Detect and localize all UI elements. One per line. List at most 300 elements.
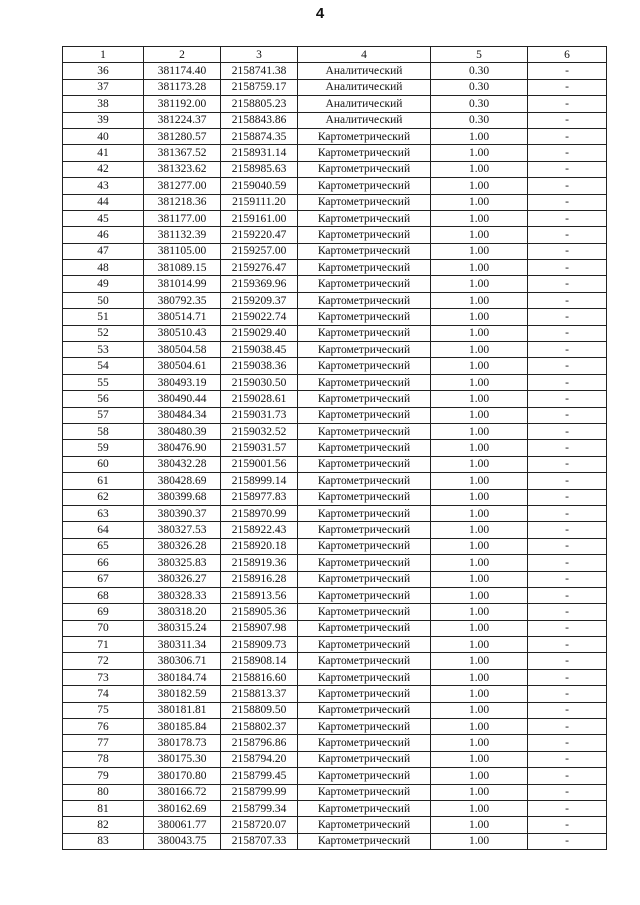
note-cell: -	[528, 620, 607, 636]
method-cell: Картометрический	[298, 374, 431, 390]
accuracy-cell: 1.00	[431, 243, 528, 259]
accuracy-cell: 1.00	[431, 145, 528, 161]
table-row	[63, 571, 607, 587]
note-cell: -	[528, 243, 607, 259]
table-row	[63, 358, 607, 374]
note-cell: -	[528, 342, 607, 358]
note-cell: -	[528, 833, 607, 849]
method-cell: Картометрический	[298, 686, 431, 702]
x-coordinate-cell: 380043.75	[144, 833, 221, 849]
point-number-cell: 40	[63, 128, 144, 144]
point-number-cell: 61	[63, 473, 144, 489]
column-header: 3	[221, 47, 298, 63]
point-number-cell: 54	[63, 358, 144, 374]
table-row	[63, 833, 607, 849]
table-row	[63, 309, 607, 325]
note-cell: -	[528, 309, 607, 325]
accuracy-cell: 1.00	[431, 227, 528, 243]
x-coordinate-cell: 380184.74	[144, 669, 221, 685]
table-row	[63, 751, 607, 767]
y-coordinate-cell: 2158707.33	[221, 833, 298, 849]
method-cell: Аналитический	[298, 79, 431, 95]
table-row	[63, 456, 607, 472]
table-row	[63, 653, 607, 669]
method-cell: Аналитический	[298, 112, 431, 128]
y-coordinate-cell: 2158843.86	[221, 112, 298, 128]
note-cell: -	[528, 817, 607, 833]
point-number-cell: 72	[63, 653, 144, 669]
note-cell: -	[528, 358, 607, 374]
table-row	[63, 178, 607, 194]
method-cell: Картометрический	[298, 522, 431, 538]
point-number-cell: 51	[63, 309, 144, 325]
point-number-cell: 50	[63, 292, 144, 308]
y-coordinate-cell: 2158916.28	[221, 571, 298, 587]
method-cell: Картометрический	[298, 423, 431, 439]
y-coordinate-cell: 2158907.98	[221, 620, 298, 636]
method-cell: Картометрический	[298, 719, 431, 735]
accuracy-cell: 1.00	[431, 358, 528, 374]
accuracy-cell: 1.00	[431, 194, 528, 210]
table-row	[63, 702, 607, 718]
method-cell: Картометрический	[298, 571, 431, 587]
method-cell: Картометрический	[298, 817, 431, 833]
method-cell: Картометрический	[298, 194, 431, 210]
x-coordinate-cell: 380510.43	[144, 325, 221, 341]
accuracy-cell: 1.00	[431, 669, 528, 685]
method-cell: Аналитический	[298, 63, 431, 79]
accuracy-cell: 1.00	[431, 604, 528, 620]
method-cell: Картометрический	[298, 587, 431, 603]
table-row	[63, 391, 607, 407]
x-coordinate-cell: 380514.71	[144, 309, 221, 325]
table-row	[63, 686, 607, 702]
point-number-cell: 76	[63, 719, 144, 735]
note-cell: -	[528, 276, 607, 292]
method-cell: Картометрический	[298, 358, 431, 374]
note-cell: -	[528, 112, 607, 128]
note-cell: -	[528, 145, 607, 161]
accuracy-cell: 1.00	[431, 276, 528, 292]
x-coordinate-cell: 380315.24	[144, 620, 221, 636]
method-cell: Картометрический	[298, 210, 431, 226]
method-cell: Картометрический	[298, 456, 431, 472]
y-coordinate-cell: 2158794.20	[221, 751, 298, 767]
note-cell: -	[528, 456, 607, 472]
accuracy-cell: 1.00	[431, 833, 528, 849]
column-header: 2	[144, 47, 221, 63]
point-number-cell: 37	[63, 79, 144, 95]
accuracy-cell: 1.00	[431, 751, 528, 767]
column-header: 6	[528, 47, 607, 63]
table-row	[63, 128, 607, 144]
point-number-cell: 45	[63, 210, 144, 226]
y-coordinate-cell: 2159028.61	[221, 391, 298, 407]
note-cell: -	[528, 505, 607, 521]
accuracy-cell: 1.00	[431, 456, 528, 472]
accuracy-cell: 1.00	[431, 555, 528, 571]
y-coordinate-cell: 2158970.99	[221, 505, 298, 521]
method-cell: Картометрический	[298, 227, 431, 243]
x-coordinate-cell: 380175.30	[144, 751, 221, 767]
point-number-cell: 82	[63, 817, 144, 833]
accuracy-cell: 1.00	[431, 784, 528, 800]
point-number-cell: 36	[63, 63, 144, 79]
point-number-cell: 56	[63, 391, 144, 407]
point-number-cell: 81	[63, 800, 144, 816]
x-coordinate-cell: 380166.72	[144, 784, 221, 800]
note-cell: -	[528, 768, 607, 784]
x-coordinate-cell: 380490.44	[144, 391, 221, 407]
table-row	[63, 719, 607, 735]
accuracy-cell: 1.00	[431, 260, 528, 276]
method-cell: Картометрический	[298, 784, 431, 800]
y-coordinate-cell: 2159276.47	[221, 260, 298, 276]
method-cell: Картометрический	[298, 538, 431, 554]
point-number-cell: 79	[63, 768, 144, 784]
x-coordinate-cell: 380792.35	[144, 292, 221, 308]
note-cell: -	[528, 374, 607, 390]
x-coordinate-cell: 380390.37	[144, 505, 221, 521]
point-number-cell: 47	[63, 243, 144, 259]
method-cell: Картометрический	[298, 128, 431, 144]
accuracy-cell: 1.00	[431, 538, 528, 554]
y-coordinate-cell: 2158813.37	[221, 686, 298, 702]
y-coordinate-cell: 2158799.99	[221, 784, 298, 800]
accuracy-cell: 1.00	[431, 571, 528, 587]
y-coordinate-cell: 2158909.73	[221, 637, 298, 653]
x-coordinate-cell: 380326.27	[144, 571, 221, 587]
accuracy-cell: 1.00	[431, 161, 528, 177]
method-cell: Картометрический	[298, 735, 431, 751]
table-row	[63, 817, 607, 833]
accuracy-cell: 1.00	[431, 391, 528, 407]
x-coordinate-cell: 380504.58	[144, 342, 221, 358]
x-coordinate-cell: 380170.80	[144, 768, 221, 784]
y-coordinate-cell: 2159030.50	[221, 374, 298, 390]
point-number-cell: 39	[63, 112, 144, 128]
x-coordinate-cell: 381174.40	[144, 63, 221, 79]
table-row	[63, 112, 607, 128]
table-row	[63, 325, 607, 341]
table-row	[63, 407, 607, 423]
x-coordinate-cell: 381218.36	[144, 194, 221, 210]
y-coordinate-cell: 2158874.35	[221, 128, 298, 144]
note-cell: -	[528, 653, 607, 669]
note-cell: -	[528, 423, 607, 439]
x-coordinate-cell: 380484.34	[144, 407, 221, 423]
y-coordinate-cell: 2158802.37	[221, 719, 298, 735]
y-coordinate-cell: 2159038.45	[221, 342, 298, 358]
method-cell: Картометрический	[298, 653, 431, 669]
y-coordinate-cell: 2158741.38	[221, 63, 298, 79]
table-row	[63, 423, 607, 439]
x-coordinate-cell: 380493.19	[144, 374, 221, 390]
note-cell: -	[528, 538, 607, 554]
x-coordinate-cell: 380480.39	[144, 423, 221, 439]
accuracy-cell: 1.00	[431, 407, 528, 423]
y-coordinate-cell: 2159040.59	[221, 178, 298, 194]
x-coordinate-cell: 380399.68	[144, 489, 221, 505]
method-cell: Картометрический	[298, 145, 431, 161]
x-coordinate-cell: 381323.62	[144, 161, 221, 177]
table-row	[63, 342, 607, 358]
x-coordinate-cell: 381014.99	[144, 276, 221, 292]
x-coordinate-cell: 380432.28	[144, 456, 221, 472]
point-number-cell: 77	[63, 735, 144, 751]
note-cell: -	[528, 571, 607, 587]
method-cell: Картометрический	[298, 555, 431, 571]
y-coordinate-cell: 2159022.74	[221, 309, 298, 325]
table-row	[63, 604, 607, 620]
accuracy-cell: 1.00	[431, 702, 528, 718]
x-coordinate-cell: 381224.37	[144, 112, 221, 128]
y-coordinate-cell: 2158799.34	[221, 800, 298, 816]
accuracy-cell: 1.00	[431, 800, 528, 816]
table-row	[63, 473, 607, 489]
point-number-cell: 67	[63, 571, 144, 587]
method-cell: Картометрический	[298, 604, 431, 620]
point-number-cell: 42	[63, 161, 144, 177]
method-cell: Картометрический	[298, 342, 431, 358]
x-coordinate-cell: 380327.53	[144, 522, 221, 538]
note-cell: -	[528, 325, 607, 341]
method-cell: Картометрический	[298, 276, 431, 292]
method-cell: Картометрический	[298, 309, 431, 325]
x-coordinate-cell: 380328.33	[144, 587, 221, 603]
note-cell: -	[528, 489, 607, 505]
x-coordinate-cell: 381280.57	[144, 128, 221, 144]
note-cell: -	[528, 128, 607, 144]
point-number-cell: 80	[63, 784, 144, 800]
y-coordinate-cell: 2158816.60	[221, 669, 298, 685]
table-row	[63, 505, 607, 521]
point-number-cell: 43	[63, 178, 144, 194]
accuracy-cell: 1.00	[431, 309, 528, 325]
accuracy-cell: 1.00	[431, 505, 528, 521]
table-row	[63, 243, 607, 259]
accuracy-cell: 0.30	[431, 112, 528, 128]
table-row	[63, 276, 607, 292]
x-coordinate-cell: 380185.84	[144, 719, 221, 735]
method-cell: Картометрический	[298, 751, 431, 767]
accuracy-cell: 1.00	[431, 292, 528, 308]
accuracy-cell: 1.00	[431, 686, 528, 702]
method-cell: Картометрический	[298, 702, 431, 718]
note-cell: -	[528, 719, 607, 735]
y-coordinate-cell: 2159031.57	[221, 440, 298, 456]
table-row	[63, 145, 607, 161]
method-cell: Картометрический	[298, 669, 431, 685]
note-cell: -	[528, 735, 607, 751]
point-number-cell: 38	[63, 96, 144, 112]
accuracy-cell: 1.00	[431, 325, 528, 341]
accuracy-cell: 1.00	[431, 178, 528, 194]
table-row	[63, 161, 607, 177]
column-header: 4	[298, 47, 431, 63]
y-coordinate-cell: 2158720.07	[221, 817, 298, 833]
y-coordinate-cell: 2158809.50	[221, 702, 298, 718]
column-header: 1	[63, 47, 144, 63]
point-number-cell: 53	[63, 342, 144, 358]
method-cell: Картометрический	[298, 620, 431, 636]
note-cell: -	[528, 702, 607, 718]
note-cell: -	[528, 784, 607, 800]
accuracy-cell: 0.30	[431, 96, 528, 112]
table-row	[63, 735, 607, 751]
point-number-cell: 46	[63, 227, 144, 243]
point-number-cell: 52	[63, 325, 144, 341]
point-number-cell: 65	[63, 538, 144, 554]
method-cell: Картометрический	[298, 505, 431, 521]
table-row	[63, 669, 607, 685]
point-number-cell: 75	[63, 702, 144, 718]
y-coordinate-cell: 2159220.47	[221, 227, 298, 243]
note-cell: -	[528, 407, 607, 423]
table-row	[63, 374, 607, 390]
point-number-cell: 66	[63, 555, 144, 571]
point-number-cell: 55	[63, 374, 144, 390]
note-cell: -	[528, 587, 607, 603]
note-cell: -	[528, 292, 607, 308]
y-coordinate-cell: 2158920.18	[221, 538, 298, 554]
x-coordinate-cell: 380318.20	[144, 604, 221, 620]
note-cell: -	[528, 686, 607, 702]
point-number-cell: 60	[63, 456, 144, 472]
table-row	[63, 637, 607, 653]
point-number-cell: 41	[63, 145, 144, 161]
x-coordinate-cell: 380178.73	[144, 735, 221, 751]
y-coordinate-cell: 2159257.00	[221, 243, 298, 259]
x-coordinate-cell: 380326.28	[144, 538, 221, 554]
accuracy-cell: 1.00	[431, 128, 528, 144]
table-row	[63, 800, 607, 816]
note-cell: -	[528, 178, 607, 194]
x-coordinate-cell: 380325.83	[144, 555, 221, 571]
method-cell: Картометрический	[298, 161, 431, 177]
x-coordinate-cell: 381192.00	[144, 96, 221, 112]
y-coordinate-cell: 2158759.17	[221, 79, 298, 95]
accuracy-cell: 1.00	[431, 473, 528, 489]
note-cell: -	[528, 227, 607, 243]
y-coordinate-cell: 2158999.14	[221, 473, 298, 489]
x-coordinate-cell: 381177.00	[144, 210, 221, 226]
page-number: 4	[315, 5, 325, 22]
y-coordinate-cell: 2159369.96	[221, 276, 298, 292]
note-cell: -	[528, 194, 607, 210]
method-cell: Картометрический	[298, 325, 431, 341]
method-cell: Картометрический	[298, 243, 431, 259]
note-cell: -	[528, 800, 607, 816]
y-coordinate-cell: 2159209.37	[221, 292, 298, 308]
point-number-cell: 70	[63, 620, 144, 636]
x-coordinate-cell: 380181.81	[144, 702, 221, 718]
accuracy-cell: 1.00	[431, 423, 528, 439]
note-cell: -	[528, 63, 607, 79]
x-coordinate-cell: 380162.69	[144, 800, 221, 816]
point-number-cell: 71	[63, 637, 144, 653]
point-number-cell: 57	[63, 407, 144, 423]
table-row	[63, 210, 607, 226]
coordinates-table	[62, 46, 607, 850]
table-row	[63, 440, 607, 456]
table-row	[63, 227, 607, 243]
table-body	[63, 63, 607, 850]
method-cell: Картометрический	[298, 178, 431, 194]
note-cell: -	[528, 391, 607, 407]
point-number-cell: 48	[63, 260, 144, 276]
note-cell: -	[528, 96, 607, 112]
point-number-cell: 73	[63, 669, 144, 685]
method-cell: Картометрический	[298, 833, 431, 849]
accuracy-cell: 1.00	[431, 210, 528, 226]
table-row	[63, 489, 607, 505]
note-cell: -	[528, 522, 607, 538]
accuracy-cell: 0.30	[431, 79, 528, 95]
y-coordinate-cell: 2158905.36	[221, 604, 298, 620]
point-number-cell: 64	[63, 522, 144, 538]
point-number-cell: 63	[63, 505, 144, 521]
accuracy-cell: 1.00	[431, 637, 528, 653]
accuracy-cell: 1.00	[431, 719, 528, 735]
table-row	[63, 63, 607, 79]
point-number-cell: 78	[63, 751, 144, 767]
note-cell: -	[528, 669, 607, 685]
method-cell: Картометрический	[298, 260, 431, 276]
y-coordinate-cell: 2159029.40	[221, 325, 298, 341]
y-coordinate-cell: 2158919.36	[221, 555, 298, 571]
x-coordinate-cell: 381132.39	[144, 227, 221, 243]
note-cell: -	[528, 604, 607, 620]
x-coordinate-cell: 380311.34	[144, 637, 221, 653]
x-coordinate-cell: 381089.15	[144, 260, 221, 276]
x-coordinate-cell: 380182.59	[144, 686, 221, 702]
table-row	[63, 587, 607, 603]
y-coordinate-cell: 2159111.20	[221, 194, 298, 210]
y-coordinate-cell: 2159038.36	[221, 358, 298, 374]
column-header: 5	[431, 47, 528, 63]
y-coordinate-cell: 2159001.56	[221, 456, 298, 472]
point-number-cell: 59	[63, 440, 144, 456]
table-header-row	[63, 47, 607, 63]
point-number-cell: 58	[63, 423, 144, 439]
x-coordinate-cell: 380061.77	[144, 817, 221, 833]
table-row	[63, 260, 607, 276]
method-cell: Картометрический	[298, 440, 431, 456]
x-coordinate-cell: 381367.52	[144, 145, 221, 161]
accuracy-cell: 1.00	[431, 440, 528, 456]
accuracy-cell: 1.00	[431, 653, 528, 669]
x-coordinate-cell: 380306.71	[144, 653, 221, 669]
accuracy-cell: 0.30	[431, 63, 528, 79]
table-row	[63, 768, 607, 784]
x-coordinate-cell: 381105.00	[144, 243, 221, 259]
method-cell: Картометрический	[298, 637, 431, 653]
accuracy-cell: 1.00	[431, 489, 528, 505]
note-cell: -	[528, 440, 607, 456]
note-cell: -	[528, 473, 607, 489]
y-coordinate-cell: 2159032.52	[221, 423, 298, 439]
x-coordinate-cell: 381173.28	[144, 79, 221, 95]
table-row	[63, 538, 607, 554]
method-cell: Картометрический	[298, 768, 431, 784]
note-cell: -	[528, 555, 607, 571]
note-cell: -	[528, 751, 607, 767]
accuracy-cell: 1.00	[431, 817, 528, 833]
y-coordinate-cell: 2158796.86	[221, 735, 298, 751]
point-number-cell: 49	[63, 276, 144, 292]
table-row	[63, 784, 607, 800]
